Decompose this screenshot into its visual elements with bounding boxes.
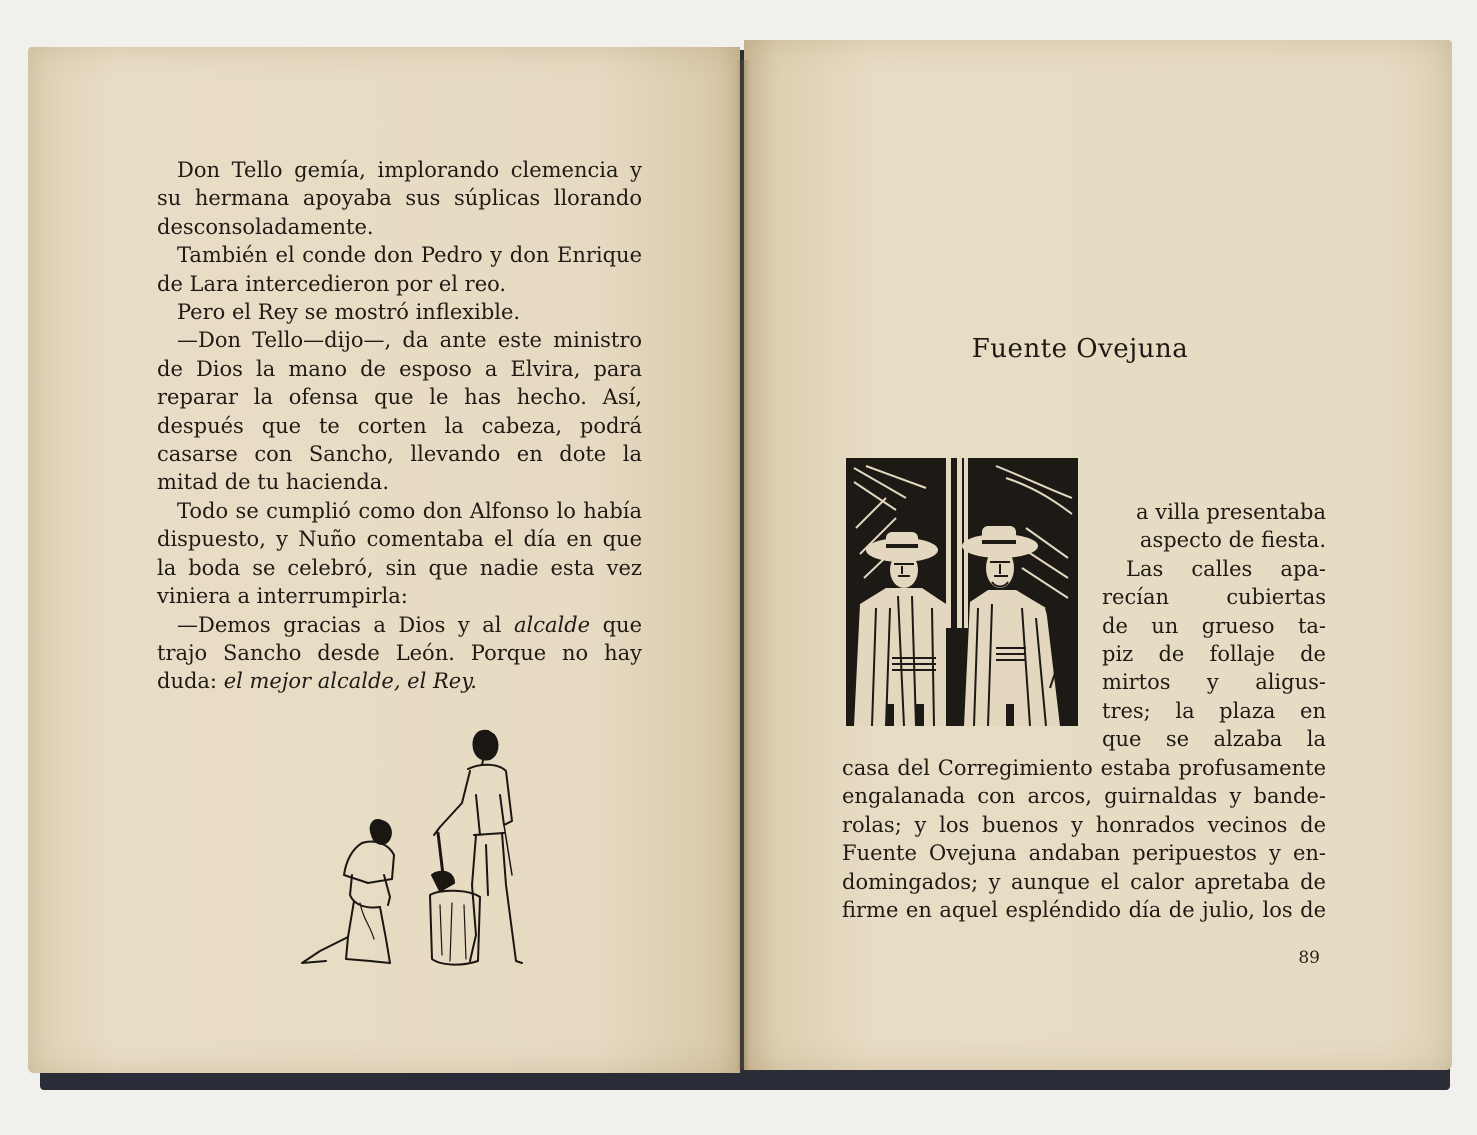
italic-text: alcalde [513, 612, 591, 637]
text-line: Fuente Ovejuna andaban peripuestos y en- [842, 841, 1326, 866]
book-gutter [736, 60, 750, 1070]
paragraph: Don Tello gemía, implorando clemencia y su hermana apoyaba sus súplicas llorando desconsoladamente. [157, 158, 642, 239]
text-run: que trajo Sancho desde León. Porque no hay duda: [157, 612, 642, 694]
wide-text-column [842, 754, 1326, 924]
woodcut-illustration [846, 458, 1078, 726]
text-line: a villa presentaba [1136, 500, 1326, 524]
text-line: recían cubiertas [1102, 585, 1326, 610]
paragraph: También el conde don Pedro y don Enrique de Lara intercedieron por el reo. [157, 243, 642, 296]
paragraph: Pero el Rey se mostró inflexible. [177, 300, 521, 325]
chapter-title: Fuente Ovejuna [971, 334, 1189, 364]
left-page-text [157, 156, 642, 696]
text-line: rolas; y los buenos y honrados vecinos de [842, 812, 1326, 837]
text-run: —Demos gracias a Dios y al [177, 612, 514, 637]
italic-text: el mejor alcalde, el Rey. [223, 669, 477, 694]
text-line: aspecto de fiesta. [1139, 528, 1326, 553]
page-number: 89 [1298, 948, 1320, 968]
text-line: piz de follaje de [1102, 642, 1326, 667]
text-line: tres; la plaza en [1102, 698, 1326, 723]
text-line: que se alzaba la [1102, 727, 1326, 752]
text-line: firme en aquel espléndido día de julio, los de [842, 898, 1326, 923]
text-line: Las calles apa- [1126, 556, 1326, 581]
dropcap-line [1102, 498, 1326, 526]
paragraph: Todo se cumplió como don Alfonso lo había dispuesto, y Nuño comentaba el día en que la boda se celebró, sin que nadie esta vez viniera a interrumpirla: [157, 498, 642, 609]
text-line: domingados; y aunque el calor apretaba de [842, 869, 1326, 894]
text-line: mirtos y aligus- [1102, 670, 1326, 695]
text-line: engalanada con arcos, guirnaldas y bande- [842, 784, 1326, 809]
narrow-text-column [1102, 498, 1326, 754]
text-line: casa del Corregimiento estaba profusamente [842, 756, 1326, 780]
text-line: de un grueso ta- [1102, 613, 1326, 638]
paragraph: —Don Tello—dijo—, da ante este ministro de Dios la mano de esposo a Elvira, para reparar la ofensa que le has hecho. Así, después que te corten la cabeza, podrá casarse con Sancho, llevando en dote la mitad de tu hacienda. [157, 328, 642, 495]
execution-illustration [290, 725, 530, 975]
closing-paragraph [157, 611, 642, 696]
